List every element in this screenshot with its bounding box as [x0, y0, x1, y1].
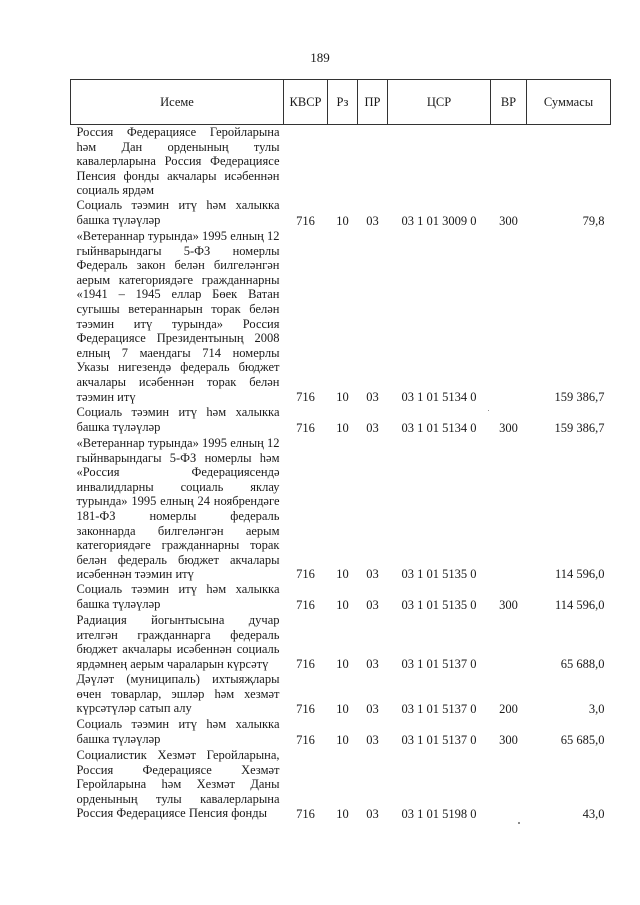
- row-kvsr: 716: [296, 567, 315, 582]
- row-vr: [491, 748, 527, 822]
- row-vr: 300: [499, 214, 518, 229]
- row-rz: 10: [336, 657, 349, 672]
- row-name: Социаль тәэмин итү һәм халыкка башка түләүләр: [76, 716, 280, 746]
- table-row: [71, 582, 611, 613]
- row-pr: 03: [366, 807, 379, 822]
- table-row: [71, 748, 611, 822]
- row-kvsr: 716: [296, 702, 315, 717]
- row-vr: 200: [499, 702, 518, 717]
- row-name: Социаль тәэмин итү һәм халыкка башка түләүләр: [76, 197, 280, 227]
- row-kvsr: 716: [296, 598, 315, 613]
- row-vr: 300: [499, 598, 518, 613]
- row-csr: 03 1 01 3009 0: [401, 214, 477, 229]
- header-sum: Суммасы: [527, 80, 611, 125]
- row-sum: 3,0: [588, 702, 605, 717]
- row-vr: [491, 125, 527, 198]
- scan-speck: [518, 822, 520, 824]
- row-name: Дәүләт (муниципаль) ихтыяҗлары өчен товарлар, эшләр һәм хезмәт күрсәтүләр сатып алу: [76, 671, 280, 716]
- row-vr: [491, 613, 527, 672]
- row-pr: 03: [366, 702, 379, 717]
- row-pr: 03: [366, 214, 379, 229]
- row-kvsr: 716: [296, 733, 315, 748]
- row-sum: 114 596,0: [554, 567, 605, 582]
- row-csr: 03 1 01 5135 0: [401, 567, 477, 582]
- row-name: «Ветераннар турында» 1995 елның 12 гыйнварындагы 5-ФЗ номерлы Федераль закон белән билгеләнгән аерым категориядәге гражданнарны «1941 – 1945 еллар Бөек Ватан сугышы ветераннарын торак белән тәэмин итү турында» Россия Федерациясе Президентының 2008 елның 7 маендагы 714 номерлы Указы нигезендә федераль бюджет акчалары исәбеннән торак белән тәэмин итү: [76, 228, 280, 404]
- header-csr: ЦСР: [388, 80, 491, 125]
- row-sum: 65 688,0: [560, 657, 605, 672]
- row-pr: 03: [366, 421, 379, 436]
- row-rz: 10: [336, 421, 349, 436]
- row-rz: 10: [336, 598, 349, 613]
- row-csr: [388, 125, 491, 198]
- table-row: [71, 198, 611, 229]
- row-vr: [491, 229, 527, 405]
- header-kvsr: КВСР: [284, 80, 328, 125]
- row-csr: 03 1 01 5137 0: [401, 702, 477, 717]
- header-pr: ПР: [358, 80, 388, 125]
- row-csr: 03 1 01 5137 0: [401, 733, 477, 748]
- row-name: Социалистик Хезмәт Геройларына, Россия Федерациясе Хезмәт Геройларына һәм Хезмәт Даны орденының тулы кавалерларына Россия Федерациясе Пенсия фонды: [76, 747, 280, 821]
- row-vr: [491, 436, 527, 582]
- row-kvsr: 716: [296, 421, 315, 436]
- header-rz: Рз: [328, 80, 358, 125]
- table-row: [71, 672, 611, 717]
- row-name: Радиация йогынтысына дучар ителгән гражданнарга федераль бюджет акчалары исәбеннән социаль ярдәмнең аерым чараларын күрсәтү: [76, 612, 280, 671]
- header-vr: ВР: [491, 80, 527, 125]
- row-sum: 159 386,7: [554, 421, 605, 436]
- row-kvsr: 716: [296, 807, 315, 822]
- row-kvsr: [284, 125, 328, 198]
- row-name: «Ветераннар турында» 1995 елның 12 гыйнварындагы 5-ФЗ номерлы һәм «Россия Федерациясендә инвалидларны социаль яклау турында» 1995 елның 24 ноябрендәге 181-ФЗ номерлы федераль законнарда билгеләнгән аерым категориядәге гражданнарны торак белән федераль бюджет акчалары исәбеннән тәэмин итү: [76, 435, 280, 582]
- page-number: 189: [310, 50, 330, 65]
- table-row: [71, 125, 611, 198]
- row-vr: 300: [499, 421, 518, 436]
- table-row: [71, 613, 611, 672]
- row-rz: 10: [336, 567, 349, 582]
- row-sum: 159 386,7: [554, 390, 605, 405]
- row-name: Социаль тәэмин итү һәм халыкка башка түләүләр: [76, 404, 280, 434]
- row-pr: 03: [366, 598, 379, 613]
- table-header: [71, 80, 611, 125]
- row-name: Россия Федерациясе Геройларына һәм Дан орденының тулы кавалерларына Россия Федерациясе Пенсия фонды акчалары исәбеннән социаль ярдәм: [76, 125, 280, 198]
- row-kvsr: 716: [296, 657, 315, 672]
- table-row: [71, 436, 611, 582]
- row-pr: [358, 125, 388, 198]
- row-csr: 03 1 01 5134 0: [401, 390, 477, 405]
- budget-table: [70, 79, 611, 822]
- row-name: Социаль тәэмин итү һәм халыкка башка түләүләр: [76, 581, 280, 611]
- row-pr: 03: [366, 733, 379, 748]
- row-pr: 03: [366, 567, 379, 582]
- scan-speck: [488, 410, 489, 411]
- row-sum: 43,0: [582, 807, 605, 822]
- table-row: [71, 717, 611, 748]
- row-sum: 79,8: [582, 214, 605, 229]
- table-row: [71, 229, 611, 405]
- row-kvsr: 716: [296, 390, 315, 405]
- table-row: [71, 405, 611, 436]
- row-rz: 10: [336, 214, 349, 229]
- row-rz: [328, 125, 358, 198]
- row-kvsr: 716: [296, 214, 315, 229]
- row-csr: 03 1 01 5198 0: [401, 807, 477, 822]
- row-pr: 03: [366, 657, 379, 672]
- row-csr: 03 1 01 5135 0: [401, 598, 477, 613]
- row-rz: 10: [336, 702, 349, 717]
- row-rz: 10: [336, 807, 349, 822]
- row-rz: 10: [336, 733, 349, 748]
- row-vr: 300: [499, 733, 518, 748]
- row-rz: 10: [336, 390, 349, 405]
- row-sum: 114 596,0: [554, 598, 605, 613]
- row-csr: 03 1 01 5134 0: [401, 421, 477, 436]
- row-pr: 03: [366, 390, 379, 405]
- header-name: Исеме: [71, 80, 284, 125]
- row-sum: [527, 125, 611, 198]
- row-sum: 65 685,0: [560, 733, 605, 748]
- row-csr: 03 1 01 5137 0: [401, 657, 477, 672]
